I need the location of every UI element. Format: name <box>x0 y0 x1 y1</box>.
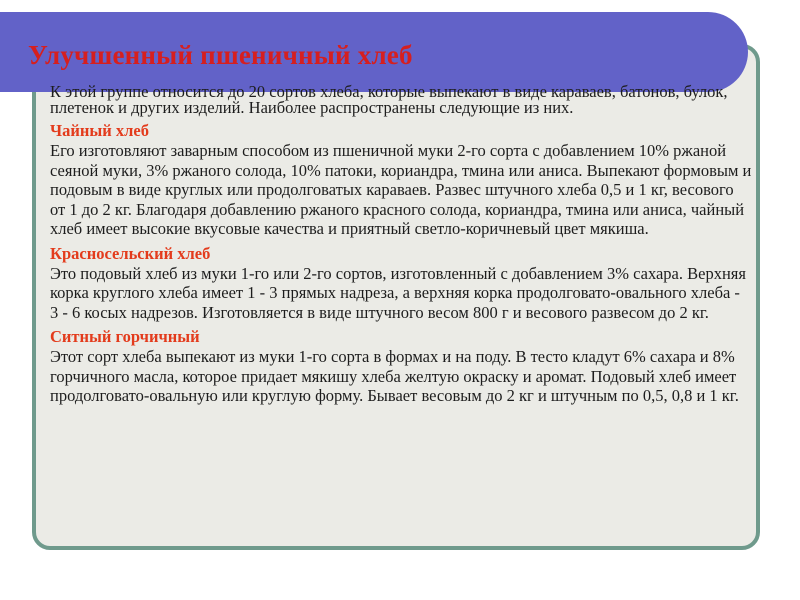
intro-paragraph: К этой группе относится до 20 сортов хлеба, которые выпекают в виде караваев, батонов, булок, плетенок и других изделий. Наиболее распространены следующие из них. <box>50 82 728 117</box>
section-heading-sitnyy-gorchichnyy: Ситный горчичный <box>50 327 200 346</box>
section-heading-chaynyy: Чайный хлеб <box>50 121 149 140</box>
section-heading-krasnoselskiy: Красносельский хлеб <box>50 243 211 263</box>
section-text-chaynyy: Его изготовляют заварным способом из пшеничной муки 2-го сорта с добавлением 10% ржаной сеяной муки, 3% ржаного солода, 10% патоки, кориандра, тмина или аниса. Выпекают формовым и подовым в виде круглых или продолговатых караваев. Развес штучного хлеба 0,5 и 1 кг, весового от 1 до 2 кг. Благодаря добавлению ржаного красного солода, кориандра, тмина или аниса, чайный хлеб имеет высокие вкусовые качества и приятный светло-коричневый цвет мякиша. <box>50 141 752 238</box>
slide-content <box>50 84 752 410</box>
slide-title: Улучшенный пшеничный хлеб <box>28 40 413 70</box>
title-bar <box>0 12 748 92</box>
section-text-krasnoselskiy: Это подовый хлеб из муки 1-го или 2-го сортов, изготовленный с добавлением 3% сахара. Верхняя корка круглого хлеба имеет 1 - 3 прямых надреза, а верхняя корка продолговато-овального хлеба - 3 - 6 косых надрезов. Изготовляется в виде штучного весом 800 г и весового развесом до 2 кг. <box>50 263 746 322</box>
section-text-sitnyy-gorchichnyy: Этот сорт хлеба выпекают из муки 1-го сорта в формах и на поду. В тесто кладут 6% сахара и 8% горчичного масла, которое придает мякишу хлеба желтую окраску и аромат. Подовый хлеб имеет продолговато-овальную или круглую форму. Бывает весовым до 2 кг и штучным по 0,5, 0,8 и 1 кг. <box>50 347 739 405</box>
